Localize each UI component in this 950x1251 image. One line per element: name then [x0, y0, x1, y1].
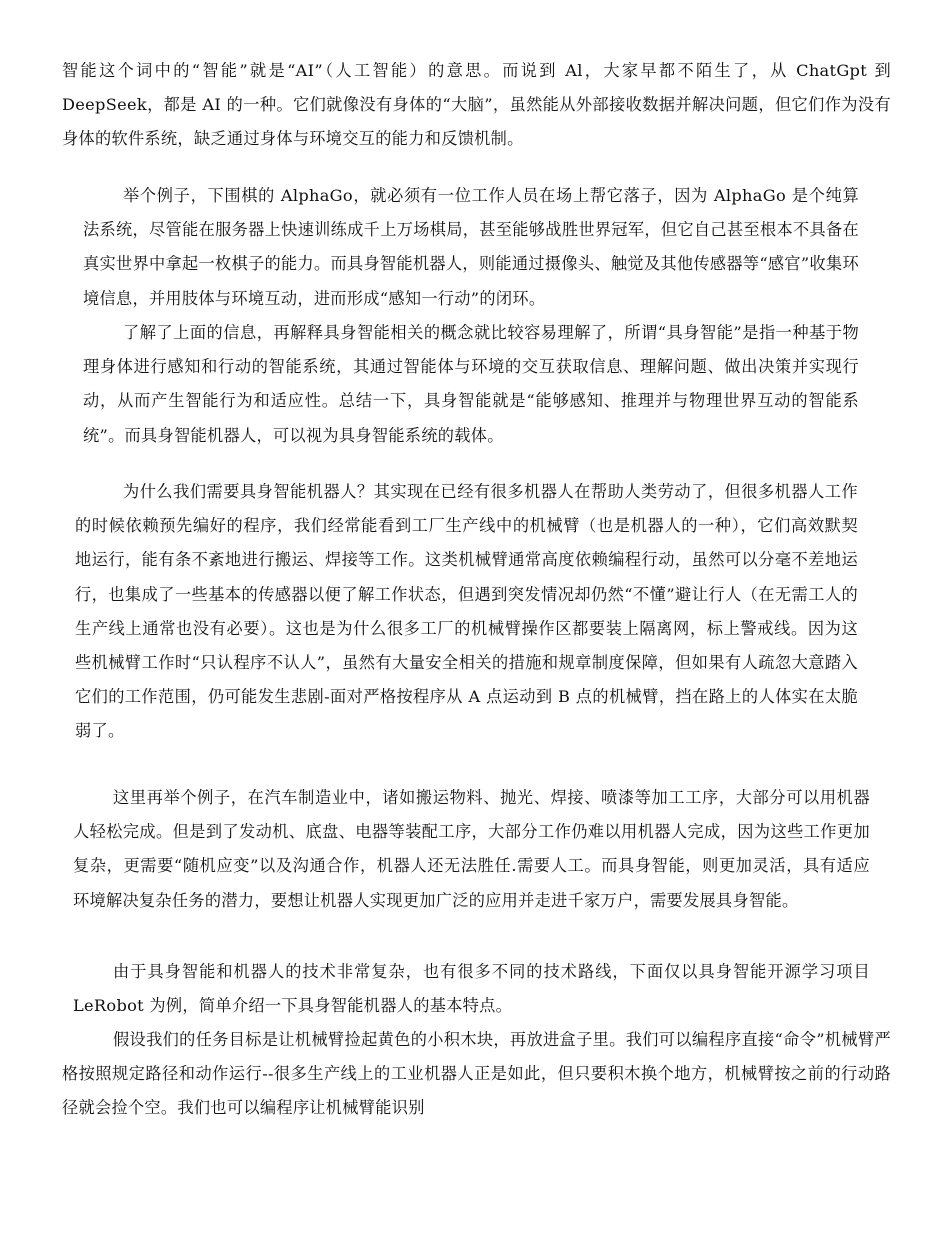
paragraph-embodied-definition: 了解了上面的信息，再解释具身智能相关的概念就比较容易理解了，所谓“具身智能”是指一种基于物理身体进行感知和行动的智能系统，其通过智能体与环境的交互获取信息、理解问题、做出决策并实现行动，从而产生智能行为和适应性。总结一下，具身智能就是“能够感知、推理并与物理世界互动的智能系统”。而具身智能机器人，可以视为具身智能系统的载体。 — [83, 323, 859, 445]
paragraph-alphago-example: 举个例子，下围棋的 AlphaGo，就必须有一位工作人员在场上帮它落子，因为 AlphaGo 是个纯算法系统，尽管能在服务器上快速训练成千上万场棋局，甚至能够战胜世界冠军，但它自己甚至根本不具备在真实世界中拿起一枚棋子的能力。而具身智能机器人，则能通过摄像头、触觉及其他传感器等“感官”收集环境信息，并用肢体与环境互动，进而形成“感知一行动”的闭环。 — [83, 186, 859, 308]
paragraph-ai-intro: 智能这个词中的“智能”就是“AI”（人工智能）的意思。而说到 Al，大家早都不陌生了，从 ChatGpt 到 DeepSeek，都是 AI 的一种。它们就像没有身体的“大脑”，虽然能从外部接收数据并解决问题，但它们作为没有身体的软件系统，缺乏通过身体与环境交互的能力和反馈机制。 — [62, 61, 891, 149]
paragraph-lerobot-intro: 由于具身智能和机器人的技术非常复杂，也有很多不同的技术路线，下面仅以具身智能开源学习项目 LeRobot 为例，简单介绍一下具身智能机器人的基本特点。 — [73, 962, 870, 1016]
paragraph-robot-arm-task: 假设我们的任务目标是让机械臂捡起黄色的小积木块，再放进盒子里。我们可以编程序直接“命令”机械臂严格按照规定路径和动作运行--很多生产线上的工业机器人正是如此，但只要积木换个地方，机械臂按之前的行动路径就会捡个空。我们也可以编程序让机械臂能识别 — [62, 1030, 891, 1118]
paragraph-automotive-example: 这里再举个例子，在汽车制造业中，诸如搬运物料、抛光、焊接、喷漆等加工工序，大部分可以用机器人轻松完成。但是到了发动机、底盘、电器等装配工序，大部分工作仍难以用机器人完成，因为这些工作更加复杂，更需要“随机应变”以及沟通合作，机器人还无法胜任.需要人工。而具身智能，则更加灵活，具有适应环境解决复杂任务的潜力，要想让机器人实现更加广泛的应用并走进千家万户，需要发展具身智能。 — [73, 788, 870, 910]
paragraph-why-embodied-robots: 为什么我们需要具身智能机器人？其实现在已经有很多机器人在帮助人类劳动了，但很多机器人工作的时候依赖预先编好的程序，我们经常能看到工厂生产线中的机械臂（也是机器人的一种），它们高效默契地运行，能有条不紊地进行搬运、焊接等工作。这类机械臂通常高度依赖编程行动，虽然可以分毫不差地运行，也集成了一些基本的传感器以便了解工作状态，但遇到突发情况却仍然“不懂”避让行人（在无需工人的生产线上通常也没有必要）。这也是为什么很多工厂的机械臂操作区都要装上隔离网，标上警戒线。因为这些机械臂工作时“只认程序不认人”，虽然有大量安全相关的措施和规章制度保障，但如果有人疏忽大意踏入它们的工作范围，仍可能发生悲剧-面对严格按程序从 A 点运动到 B 点的机械臂，挡在路上的人体实在太脆弱了。 — [75, 482, 858, 741]
